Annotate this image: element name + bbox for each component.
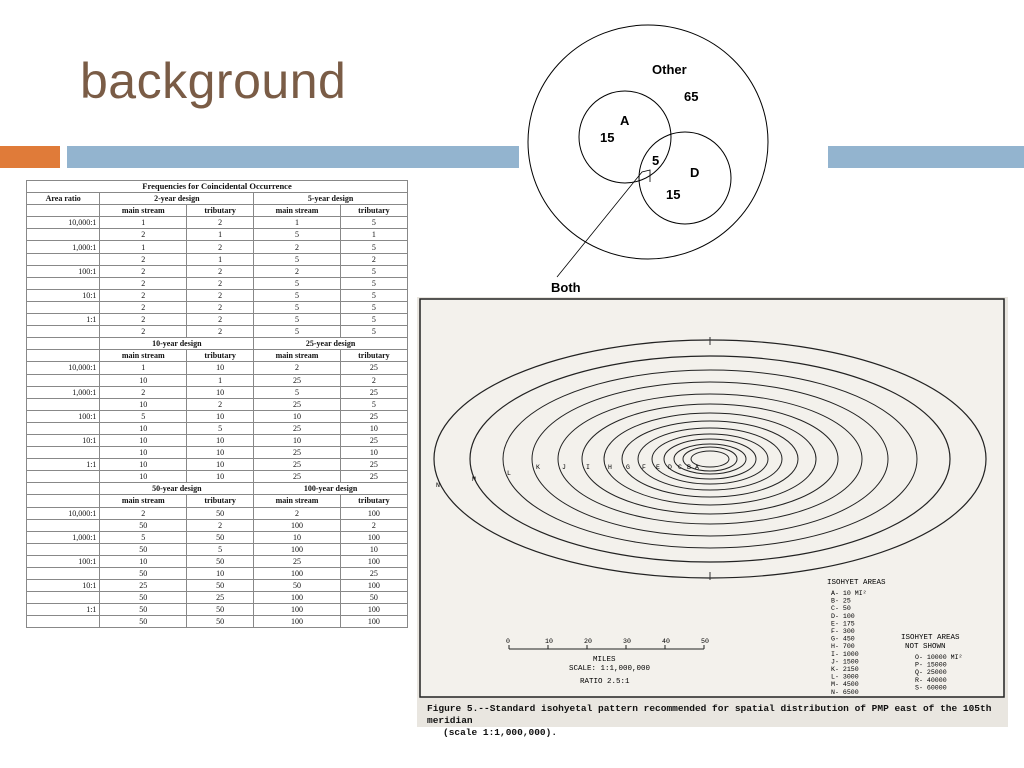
column-header: tributary bbox=[340, 350, 407, 362]
frequency-cell: 5 bbox=[187, 422, 254, 434]
frequency-cell: 100 bbox=[340, 580, 407, 592]
venn-circle-other bbox=[528, 25, 768, 259]
area-ratio-cell: 10,000:1 bbox=[27, 217, 100, 229]
frequency-cell: 2 bbox=[340, 374, 407, 386]
frequency-cell: 10 bbox=[100, 447, 187, 459]
frequency-cell: 2 bbox=[340, 519, 407, 531]
blank-header bbox=[27, 495, 100, 507]
slide-title: background bbox=[80, 53, 347, 109]
scale-tick-label: 0 bbox=[506, 638, 510, 645]
contour-letter: C bbox=[678, 464, 682, 471]
contour-letter: N bbox=[436, 482, 440, 489]
frequency-cell: 1 bbox=[254, 217, 341, 229]
not-shown-item: O- 10000 MI² bbox=[915, 654, 963, 661]
table-row bbox=[27, 555, 408, 567]
frequency-cell: 10 bbox=[100, 555, 187, 567]
venn-a-value: 15 bbox=[600, 130, 615, 145]
frequency-cell: 2 bbox=[187, 217, 254, 229]
frequency-cell: 100 bbox=[340, 616, 407, 628]
figure-caption bbox=[427, 703, 1002, 739]
table-row bbox=[27, 592, 408, 604]
accent-bar-blue-left bbox=[67, 146, 519, 168]
table-row bbox=[27, 289, 408, 301]
area-ratio-cell bbox=[27, 543, 100, 555]
frequency-cell: 2 bbox=[100, 289, 187, 301]
table-subheader-row bbox=[27, 205, 408, 217]
frequency-cell: 10 bbox=[100, 374, 187, 386]
table-row bbox=[27, 531, 408, 543]
table-row bbox=[27, 580, 408, 592]
not-shown-title: ISOHYET AREAS bbox=[901, 634, 960, 642]
area-ratio-cell: 10:1 bbox=[27, 434, 100, 446]
column-header: main stream bbox=[254, 205, 341, 217]
contour-letter: G bbox=[626, 464, 630, 471]
table-row bbox=[27, 568, 408, 580]
frequency-cell: 5 bbox=[254, 277, 341, 289]
frequency-cell: 1 bbox=[187, 253, 254, 265]
area-ratio-cell: 10:1 bbox=[27, 580, 100, 592]
area-ratio-cell: 1,000:1 bbox=[27, 386, 100, 398]
isohyet-area-item: B- 25 bbox=[831, 597, 851, 605]
frequency-cell: 50 bbox=[100, 543, 187, 555]
venn-both-value: 5 bbox=[652, 153, 660, 168]
frequency-cell: 2 bbox=[187, 314, 254, 326]
area-ratio-cell bbox=[27, 616, 100, 628]
frequency-cell: 5 bbox=[254, 301, 341, 313]
area-ratio-cell: 10,000:1 bbox=[27, 362, 100, 374]
frequency-cell: 1 bbox=[100, 241, 187, 253]
area-ratio-cell bbox=[27, 568, 100, 580]
table-design-header-row bbox=[27, 338, 408, 350]
venn-diagram bbox=[520, 10, 820, 300]
frequency-cell: 10 bbox=[254, 434, 341, 446]
venn-a-label: A bbox=[620, 113, 630, 128]
frequency-cell: 25 bbox=[254, 555, 341, 567]
frequency-cell: 100 bbox=[254, 519, 341, 531]
frequency-cell: 5 bbox=[254, 326, 341, 338]
frequency-cell: 2 bbox=[187, 398, 254, 410]
both-arrow bbox=[557, 170, 650, 277]
frequency-cell: 100 bbox=[254, 568, 341, 580]
frequency-cell: 50 bbox=[187, 507, 254, 519]
isohyet-area-item: D- 100 bbox=[831, 612, 855, 620]
frequency-cell: 25 bbox=[254, 447, 341, 459]
frequency-cell: 5 bbox=[340, 314, 407, 326]
frequency-cell: 5 bbox=[340, 265, 407, 277]
scale-tick-label: 30 bbox=[623, 638, 631, 645]
design-header: 50-year design bbox=[100, 483, 254, 495]
frequency-cell: 5 bbox=[340, 301, 407, 313]
frequency-cell: 1 bbox=[187, 374, 254, 386]
table-subheader-row bbox=[27, 495, 408, 507]
table-row bbox=[27, 217, 408, 229]
frequency-cell: 50 bbox=[100, 592, 187, 604]
area-ratio-cell bbox=[27, 229, 100, 241]
column-header: tributary bbox=[187, 350, 254, 362]
table-row bbox=[27, 398, 408, 410]
not-shown-item: S- 60000 bbox=[915, 684, 947, 692]
frequency-cell: 25 bbox=[254, 398, 341, 410]
table-row bbox=[27, 410, 408, 422]
scale-tick-label: 50 bbox=[701, 638, 709, 645]
not-shown-item: R- 40000 bbox=[915, 676, 947, 684]
frequency-cell: 50 bbox=[254, 580, 341, 592]
accent-bar-orange bbox=[0, 146, 60, 168]
frequency-cell: 10 bbox=[187, 459, 254, 471]
area-ratio-cell: 1,000:1 bbox=[27, 241, 100, 253]
table-row bbox=[27, 314, 408, 326]
table-caption: Frequencies for Coincidental Occurrence bbox=[27, 181, 408, 193]
area-ratio-cell: 1:1 bbox=[27, 459, 100, 471]
frequency-cell: 10 bbox=[254, 410, 341, 422]
table-row bbox=[27, 229, 408, 241]
frequency-cell: 100 bbox=[254, 616, 341, 628]
table-row bbox=[27, 241, 408, 253]
frequency-cell: 2 bbox=[187, 277, 254, 289]
scale-unit: MILES bbox=[593, 656, 616, 664]
frequency-cell: 5 bbox=[100, 410, 187, 422]
frequency-cell: 2 bbox=[100, 507, 187, 519]
not-shown-item: Q- 25000 bbox=[915, 669, 947, 677]
column-header: tributary bbox=[340, 495, 407, 507]
frequency-cell: 10 bbox=[340, 422, 407, 434]
area-ratio-cell bbox=[27, 447, 100, 459]
contour-letter: H bbox=[608, 464, 612, 471]
contour-letter: F bbox=[642, 464, 646, 471]
table-row bbox=[27, 277, 408, 289]
frequency-table bbox=[26, 180, 408, 628]
isohyet-area-item: L- 3000 bbox=[831, 673, 859, 681]
table-row bbox=[27, 386, 408, 398]
table-row bbox=[27, 253, 408, 265]
area-ratio-cell bbox=[27, 398, 100, 410]
scale-tick-label: 10 bbox=[545, 638, 553, 645]
blank-header bbox=[27, 205, 100, 217]
ratio-text: RATIO 2.5:1 bbox=[580, 678, 630, 686]
column-header: tributary bbox=[187, 205, 254, 217]
frequency-cell: 2 bbox=[100, 326, 187, 338]
contour-letter: J bbox=[562, 464, 566, 471]
table-row bbox=[27, 422, 408, 434]
frequency-cell: 5 bbox=[340, 289, 407, 301]
frequency-cell: 10 bbox=[187, 568, 254, 580]
table-row bbox=[27, 543, 408, 555]
frequency-cell: 2 bbox=[254, 362, 341, 374]
figure-caption-line1: Figure 5.--Standard isohyetal pattern recommended for spatial distribution of PMP east of the 105th meridian bbox=[427, 703, 992, 726]
blank-header bbox=[27, 350, 100, 362]
frequency-cell: 100 bbox=[254, 543, 341, 555]
frequency-cell: 10 bbox=[100, 471, 187, 483]
venn-both-label: Both bbox=[551, 280, 581, 295]
frequency-cell: 10 bbox=[254, 531, 341, 543]
isohyet-area-item: A- 10 MI² bbox=[831, 590, 867, 597]
frequency-cell: 100 bbox=[254, 604, 341, 616]
frequency-cell: 10 bbox=[340, 447, 407, 459]
frequency-cell: 2 bbox=[187, 326, 254, 338]
frequency-cell: 5 bbox=[254, 229, 341, 241]
frequency-cell: 50 bbox=[340, 592, 407, 604]
area-ratio-cell: 1:1 bbox=[27, 314, 100, 326]
table-row bbox=[27, 604, 408, 616]
frequency-cell: 5 bbox=[254, 314, 341, 326]
frequency-cell: 2 bbox=[187, 301, 254, 313]
area-ratio-cell bbox=[27, 592, 100, 604]
isohyet-area-item: I- 1000 bbox=[831, 650, 859, 658]
frequency-cell: 100 bbox=[340, 604, 407, 616]
venn-circle-d bbox=[639, 132, 731, 224]
frequency-cell: 25 bbox=[254, 471, 341, 483]
table-row bbox=[27, 447, 408, 459]
frequency-cell: 2 bbox=[100, 301, 187, 313]
design-header: 10-year design bbox=[100, 338, 254, 350]
table-design-header-row bbox=[27, 483, 408, 495]
frequency-cell: 1 bbox=[100, 217, 187, 229]
frequency-cell: 1 bbox=[100, 362, 187, 374]
area-ratio-cell: 1:1 bbox=[27, 604, 100, 616]
frequency-cell: 5 bbox=[187, 543, 254, 555]
isohyet-areas-title: ISOHYET AREAS bbox=[827, 579, 886, 587]
area-ratio-cell: 100:1 bbox=[27, 410, 100, 422]
frequency-cell: 50 bbox=[187, 616, 254, 628]
frequency-cell: 50 bbox=[187, 604, 254, 616]
table-row bbox=[27, 459, 408, 471]
contour-letter: E bbox=[656, 464, 660, 471]
frequency-cell: 10 bbox=[340, 543, 407, 555]
frequency-cell: 10 bbox=[187, 362, 254, 374]
frequency-cell: 2 bbox=[100, 314, 187, 326]
scale-text: SCALE: 1:1,000,000 bbox=[569, 665, 651, 673]
frequency-cell: 5 bbox=[340, 326, 407, 338]
frequency-cell: 2 bbox=[187, 241, 254, 253]
design-header: 2-year design bbox=[100, 193, 254, 205]
frequency-cell: 5 bbox=[100, 531, 187, 543]
table-row bbox=[27, 471, 408, 483]
frequency-cell: 2 bbox=[100, 265, 187, 277]
design-header: 25-year design bbox=[254, 338, 408, 350]
frequency-cell: 25 bbox=[340, 410, 407, 422]
area-ratio-cell: 10:1 bbox=[27, 289, 100, 301]
venn-other-value: 65 bbox=[684, 89, 699, 104]
frequency-cell: 2 bbox=[187, 519, 254, 531]
frequency-cell: 1 bbox=[187, 229, 254, 241]
contour-letter: A bbox=[695, 464, 699, 471]
area-ratio-header bbox=[27, 338, 100, 350]
frequency-cell: 2 bbox=[100, 253, 187, 265]
frequency-cell: 10 bbox=[187, 386, 254, 398]
area-ratio-cell bbox=[27, 422, 100, 434]
venn-other-label: Other bbox=[652, 62, 687, 77]
contour-letter: L bbox=[507, 470, 511, 477]
frequency-cell: 5 bbox=[254, 253, 341, 265]
area-ratio-cell: 100:1 bbox=[27, 265, 100, 277]
frequency-cell: 5 bbox=[254, 386, 341, 398]
frequency-cell: 25 bbox=[100, 580, 187, 592]
frequency-cell: 10 bbox=[187, 447, 254, 459]
frequency-cell: 25 bbox=[340, 434, 407, 446]
isohyet-area-item: M- 4500 bbox=[831, 681, 859, 689]
isohyet-area-item: E- 175 bbox=[831, 620, 855, 628]
isohyet-area-item: N- 6500 bbox=[831, 688, 859, 696]
table-row bbox=[27, 265, 408, 277]
frequency-cell: 10 bbox=[100, 398, 187, 410]
frequency-cell: 25 bbox=[340, 471, 407, 483]
frequency-cell: 50 bbox=[187, 531, 254, 543]
frequency-cell: 25 bbox=[340, 386, 407, 398]
frequency-cell: 50 bbox=[100, 568, 187, 580]
area-ratio-header bbox=[27, 483, 100, 495]
frequency-cell: 25 bbox=[254, 374, 341, 386]
isohyet-area-item: J- 1500 bbox=[831, 658, 859, 666]
isohyet-area-item: H- 700 bbox=[831, 643, 855, 651]
table-row bbox=[27, 616, 408, 628]
frequency-cell: 100 bbox=[254, 592, 341, 604]
column-header: tributary bbox=[187, 495, 254, 507]
frequency-cell: 50 bbox=[187, 580, 254, 592]
frequency-cell: 50 bbox=[100, 616, 187, 628]
frequency-cell: 10 bbox=[187, 434, 254, 446]
contour-letter: M bbox=[472, 476, 476, 483]
area-ratio-cell: 10,000:1 bbox=[27, 507, 100, 519]
accent-bar-blue-right bbox=[828, 146, 1024, 168]
frequency-cell: 5 bbox=[340, 217, 407, 229]
frequency-cell: 2 bbox=[254, 507, 341, 519]
area-ratio-cell bbox=[27, 374, 100, 386]
isohyet-area-item: C- 50 bbox=[831, 605, 851, 613]
frequency-cell: 50 bbox=[187, 555, 254, 567]
area-ratio-cell: 100:1 bbox=[27, 555, 100, 567]
frequency-cell: 10 bbox=[100, 459, 187, 471]
area-ratio-cell: 1,000:1 bbox=[27, 531, 100, 543]
contour-letter: I bbox=[586, 464, 590, 471]
scale-tick-label: 20 bbox=[584, 638, 592, 645]
frequency-cell: 25 bbox=[340, 459, 407, 471]
venn-d-label: D bbox=[690, 165, 700, 180]
frequency-cell: 25 bbox=[340, 568, 407, 580]
isohyet-area-item: K- 2150 bbox=[831, 666, 859, 673]
table-row bbox=[27, 326, 408, 338]
frequency-cell: 100 bbox=[340, 507, 407, 519]
column-header: main stream bbox=[254, 350, 341, 362]
area-ratio-cell bbox=[27, 519, 100, 531]
column-header: main stream bbox=[254, 495, 341, 507]
table-row bbox=[27, 301, 408, 313]
frequency-cell: 10 bbox=[100, 434, 187, 446]
frequency-cell: 2 bbox=[100, 386, 187, 398]
area-ratio-cell bbox=[27, 471, 100, 483]
frequency-cell: 25 bbox=[187, 592, 254, 604]
area-ratio-cell bbox=[27, 277, 100, 289]
column-header: main stream bbox=[100, 205, 187, 217]
not-shown-item: P- 15000 bbox=[915, 661, 947, 669]
frequency-cell: 50 bbox=[100, 604, 187, 616]
table-row bbox=[27, 362, 408, 374]
area-ratio-cell bbox=[27, 326, 100, 338]
contour-letter: B bbox=[687, 464, 691, 471]
frequency-cell: 2 bbox=[100, 229, 187, 241]
scale-tick-label: 40 bbox=[662, 638, 670, 645]
not-shown-subtitle: NOT SHOWN bbox=[905, 643, 946, 651]
frequency-cell: 5 bbox=[340, 277, 407, 289]
design-header: 5-year design bbox=[254, 193, 408, 205]
venn-circle-a bbox=[579, 91, 671, 183]
isohyetal-figure bbox=[417, 297, 1008, 738]
frequency-cell: 25 bbox=[340, 362, 407, 374]
area-ratio-cell bbox=[27, 253, 100, 265]
table-row bbox=[27, 507, 408, 519]
column-header: main stream bbox=[100, 495, 187, 507]
venn-d-value: 15 bbox=[666, 187, 681, 202]
frequency-cell: 10 bbox=[100, 422, 187, 434]
table-row bbox=[27, 374, 408, 386]
isohyet-area-item: G- 450 bbox=[831, 635, 855, 643]
frequency-cell: 50 bbox=[100, 519, 187, 531]
frequency-cell: 5 bbox=[254, 289, 341, 301]
column-header: tributary bbox=[340, 205, 407, 217]
area-ratio-cell bbox=[27, 301, 100, 313]
column-header: main stream bbox=[100, 350, 187, 362]
frequency-cell: 25 bbox=[254, 459, 341, 471]
frequency-cell: 25 bbox=[254, 422, 341, 434]
area-ratio-header: Area ratio bbox=[27, 193, 100, 205]
contour-letter: K bbox=[536, 464, 540, 471]
frequency-cell: 2 bbox=[100, 277, 187, 289]
frequency-cell: 1 bbox=[340, 229, 407, 241]
table-row bbox=[27, 519, 408, 531]
frequency-cell: 2 bbox=[187, 265, 254, 277]
frequency-cell: 10 bbox=[187, 471, 254, 483]
frequency-cell: 5 bbox=[340, 398, 407, 410]
table-subheader-row bbox=[27, 350, 408, 362]
frequency-cell: 2 bbox=[254, 265, 341, 277]
table-row bbox=[27, 434, 408, 446]
frequency-cell: 2 bbox=[187, 289, 254, 301]
contour-letter: D bbox=[668, 464, 672, 471]
frequency-cell: 2 bbox=[340, 253, 407, 265]
isohyet-area-item: F- 300 bbox=[831, 628, 855, 635]
table-design-header-row bbox=[27, 193, 408, 205]
isohyetal-pattern bbox=[417, 297, 1008, 727]
frequency-cell: 100 bbox=[340, 531, 407, 543]
frequency-cell: 100 bbox=[340, 555, 407, 567]
design-header: 100-year design bbox=[254, 483, 408, 495]
frequency-cell: 5 bbox=[340, 241, 407, 253]
frequency-cell: 2 bbox=[254, 241, 341, 253]
figure-caption-line2: (scale 1:1,000,000). bbox=[443, 727, 558, 738]
frequency-cell: 10 bbox=[187, 410, 254, 422]
